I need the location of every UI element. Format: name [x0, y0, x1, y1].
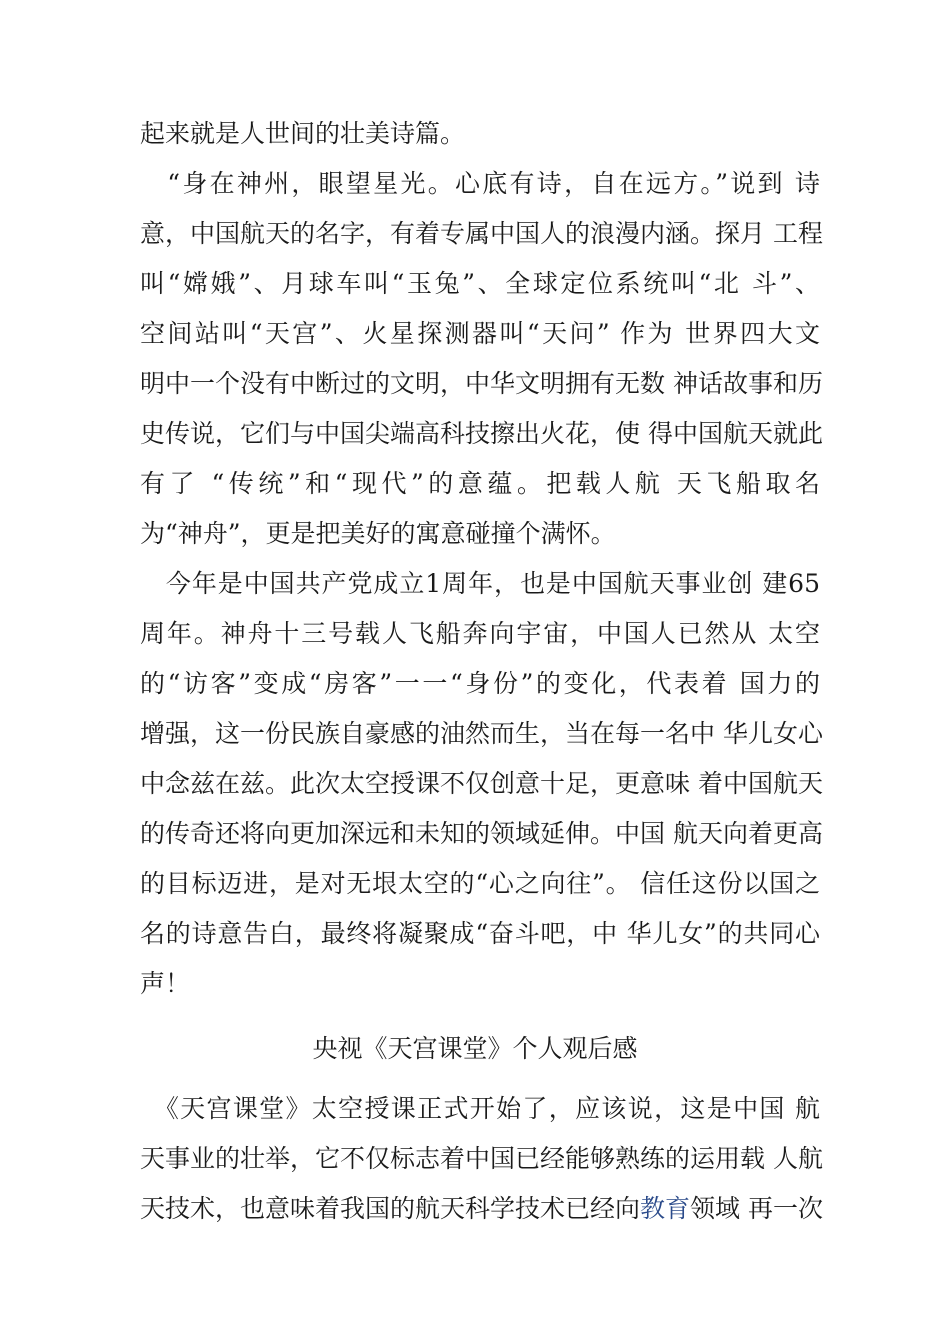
text-line: 史传说，它们与中国尖端高科技擦出火花，使 得中国航天就此	[140, 419, 823, 448]
text-segment: 领域 再一次	[690, 1194, 823, 1223]
text-line: 为“神舟”，更是把美好的寓意碰撞个满怀。	[140, 519, 616, 548]
text-line: “身在神州，眼望星光。心底有诗，自在远方。”说到 诗	[140, 169, 820, 198]
text-line: 的传奇还将向更加深远和未知的领域延伸。中国 航天向着更高	[140, 819, 823, 848]
text-line: 天事业的壮举，它不仅标志着中国已经能够熟练的运用载 人航	[140, 1144, 823, 1173]
section-title: 央视《天宫课堂》个人观后感	[312, 1034, 638, 1063]
text-line: 中念兹在兹。此次太空授课不仅创意十足，更意味 着中国航天	[140, 769, 823, 798]
text-line: 叫“嫦娥”、月球车叫“玉兔”、全球定位系统叫“北 斗”、	[140, 269, 820, 298]
text-line: 意，中国航天的名字，有着专属中国人的浪漫内涵。探月 工程	[140, 219, 823, 248]
text-line: 起来就是人世间的壮美诗篇。	[140, 119, 466, 148]
text-line-with-link	[140, 1193, 823, 1225]
text-line: 名的诗意告白，最终将凝聚成“奋斗吧，中 华儿女”的共同心	[140, 919, 820, 948]
text-line: 有了 “传统”和“现代”的意蕴。把载人航 天飞船取名	[140, 469, 820, 498]
text-segment: 天技术，也意味着我国的航天科学技术已经向	[140, 1194, 641, 1223]
text-line: 的目标迈进，是对无垠太空的“心之向往”。 信任这份以国之	[140, 869, 820, 898]
text-line: 声！	[140, 969, 191, 998]
text-line: 空间站叫“天宫”、火星探测器叫“天问” 作为 世界四大文	[140, 319, 820, 348]
text-line: 周年。神舟十三号载人飞船奔向宇宙，中国人已然从 太空	[140, 619, 820, 648]
text-line: 的“访客”变成“房客”一一“身份”的变化，代表着 国力的	[140, 669, 820, 698]
text-line: 《天宫课堂》太空授课正式开始了，应该说，这是中国 航	[140, 1094, 820, 1123]
text-line: 今年是中国共产党成立1周年，也是中国航天事业创 建65	[140, 569, 820, 598]
text-line: 增强，这一份民族自豪感的油然而生，当在每一名中 华儿女心	[140, 719, 823, 748]
text-line: 明中一个没有中断过的文明，中华文明拥有无数 神话故事和历	[140, 369, 823, 398]
education-link[interactable]: 教育	[640, 1194, 691, 1223]
